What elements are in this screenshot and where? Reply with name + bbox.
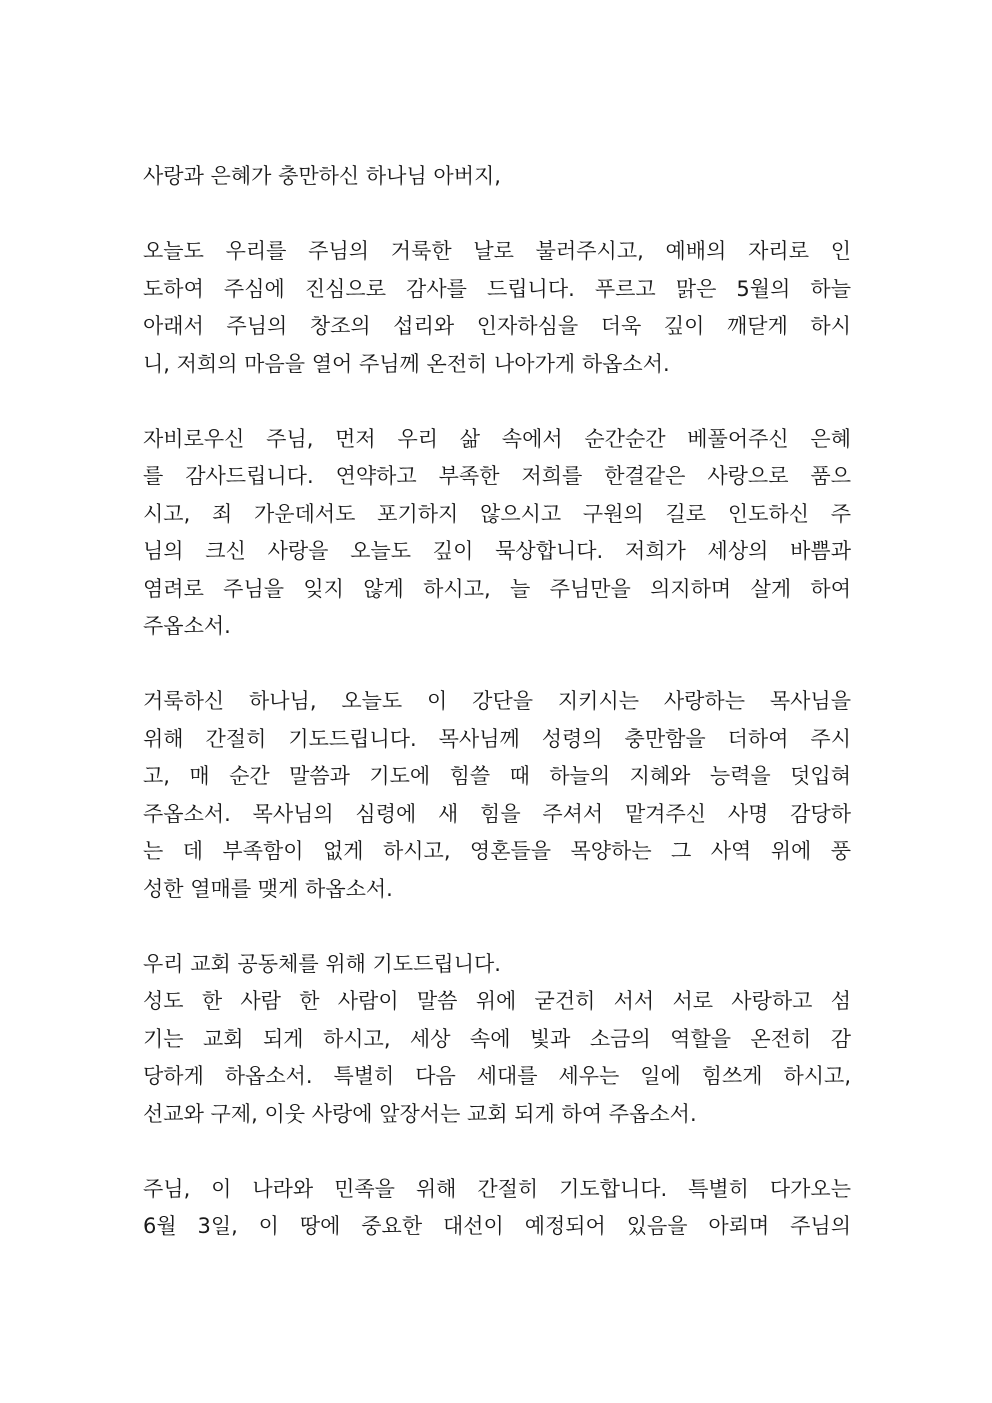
text-line: 염려로 주님을 잊지 않게 하시고, 늘 주님만을 의지하며 살게 하여 bbox=[143, 576, 851, 601]
paragraph-6 bbox=[143, 1171, 851, 1246]
text-line: 는 데 부족함이 없게 하시고, 영혼들을 목양하는 그 사역 위에 풍 bbox=[143, 839, 851, 863]
text-line: 기는 교회 되게 하시고, 세상 속에 빛과 소금의 역할을 온전히 감 bbox=[143, 1026, 851, 1051]
paragraph-4 bbox=[143, 946, 851, 984]
text-line: 주옵소서. bbox=[143, 614, 231, 638]
paragraph-1 bbox=[143, 233, 851, 383]
text-line: 니, 저희의 마음을 열어 주님께 온전히 나아가게 하옵소서. bbox=[143, 351, 670, 376]
text-line: 거룩하신 하나님, 오늘도 이 강단을 지키시는 사랑하는 목사님을 bbox=[143, 689, 851, 713]
text-line: 자비로우신 주님, 먼저 우리 삶 속에서 순간순간 베풀어주신 은혜 bbox=[143, 426, 851, 451]
text-line: 도하여 주심에 진심으로 감사를 드립니다. 푸르고 맑은 5월의 하늘 bbox=[143, 276, 851, 301]
paragraph-gap bbox=[143, 646, 851, 684]
paragraph-gap bbox=[143, 196, 851, 234]
text-line: 아래서 주님의 창조의 섭리와 인자하심을 더욱 깊이 깨닫게 하시 bbox=[143, 314, 851, 338]
text-line: 를 감사드립니다. 연약하고 부족한 저희를 한결같은 사랑으로 품으 bbox=[143, 464, 851, 488]
text-line: 성도 한 사람 한 사람이 말씀 위에 굳건히 서서 서로 사랑하고 섬 bbox=[143, 989, 851, 1013]
text-line: 주님, 이 나라와 민족을 위해 간절히 기도합니다. 특별히 다가오는 bbox=[143, 1176, 851, 1201]
prayer-text bbox=[143, 158, 851, 1246]
paragraph-3 bbox=[143, 683, 851, 908]
text-line: 시고, 죄 가운데서도 포기하지 않으시고 구원의 길로 인도하신 주 bbox=[143, 501, 851, 526]
text-line: 님의 크신 사랑을 오늘도 깊이 묵상합니다. 저희가 세상의 바쁨과 bbox=[143, 539, 851, 563]
text-line: 당하게 하옵소서. 특별히 다음 세대를 세우는 일에 힘쓰게 하시고, bbox=[143, 1064, 851, 1088]
paragraph-2 bbox=[143, 421, 851, 646]
text-line: 우리 교회 공동체를 위해 기도드립니다. bbox=[143, 951, 501, 976]
text-line: 주옵소서. 목사님의 심령에 새 힘을 주셔서 맡겨주신 사명 감당하 bbox=[143, 801, 851, 826]
paragraph-gap bbox=[143, 908, 851, 946]
text-line: 선교와 구제, 이웃 사랑에 앞장서는 교회 되게 하여 주옵소서. bbox=[143, 1101, 697, 1126]
text-line: 성한 열매를 맺게 하옵소서. bbox=[143, 876, 393, 901]
text-line: 고, 매 순간 말씀과 기도에 힘쓸 때 하늘의 지혜와 능력을 덧입혀 bbox=[143, 764, 851, 788]
paragraph-5 bbox=[143, 983, 851, 1133]
paragraph-gap bbox=[143, 383, 851, 421]
text-line: 위해 간절히 기도드립니다. 목사님께 성령의 충만함을 더하여 주시 bbox=[143, 726, 851, 751]
greeting-line: 사랑과 은혜가 충만하신 하나님 아버지, bbox=[143, 164, 501, 188]
paragraph-gap bbox=[143, 1133, 851, 1171]
text-line: 오늘도 우리를 주님의 거룩한 날로 불러주시고, 예배의 자리로 인 bbox=[143, 239, 851, 263]
text-line: 6월 3일, 이 땅에 중요한 대선이 예정되어 있음을 아뢰며 주님의 bbox=[143, 1214, 851, 1238]
